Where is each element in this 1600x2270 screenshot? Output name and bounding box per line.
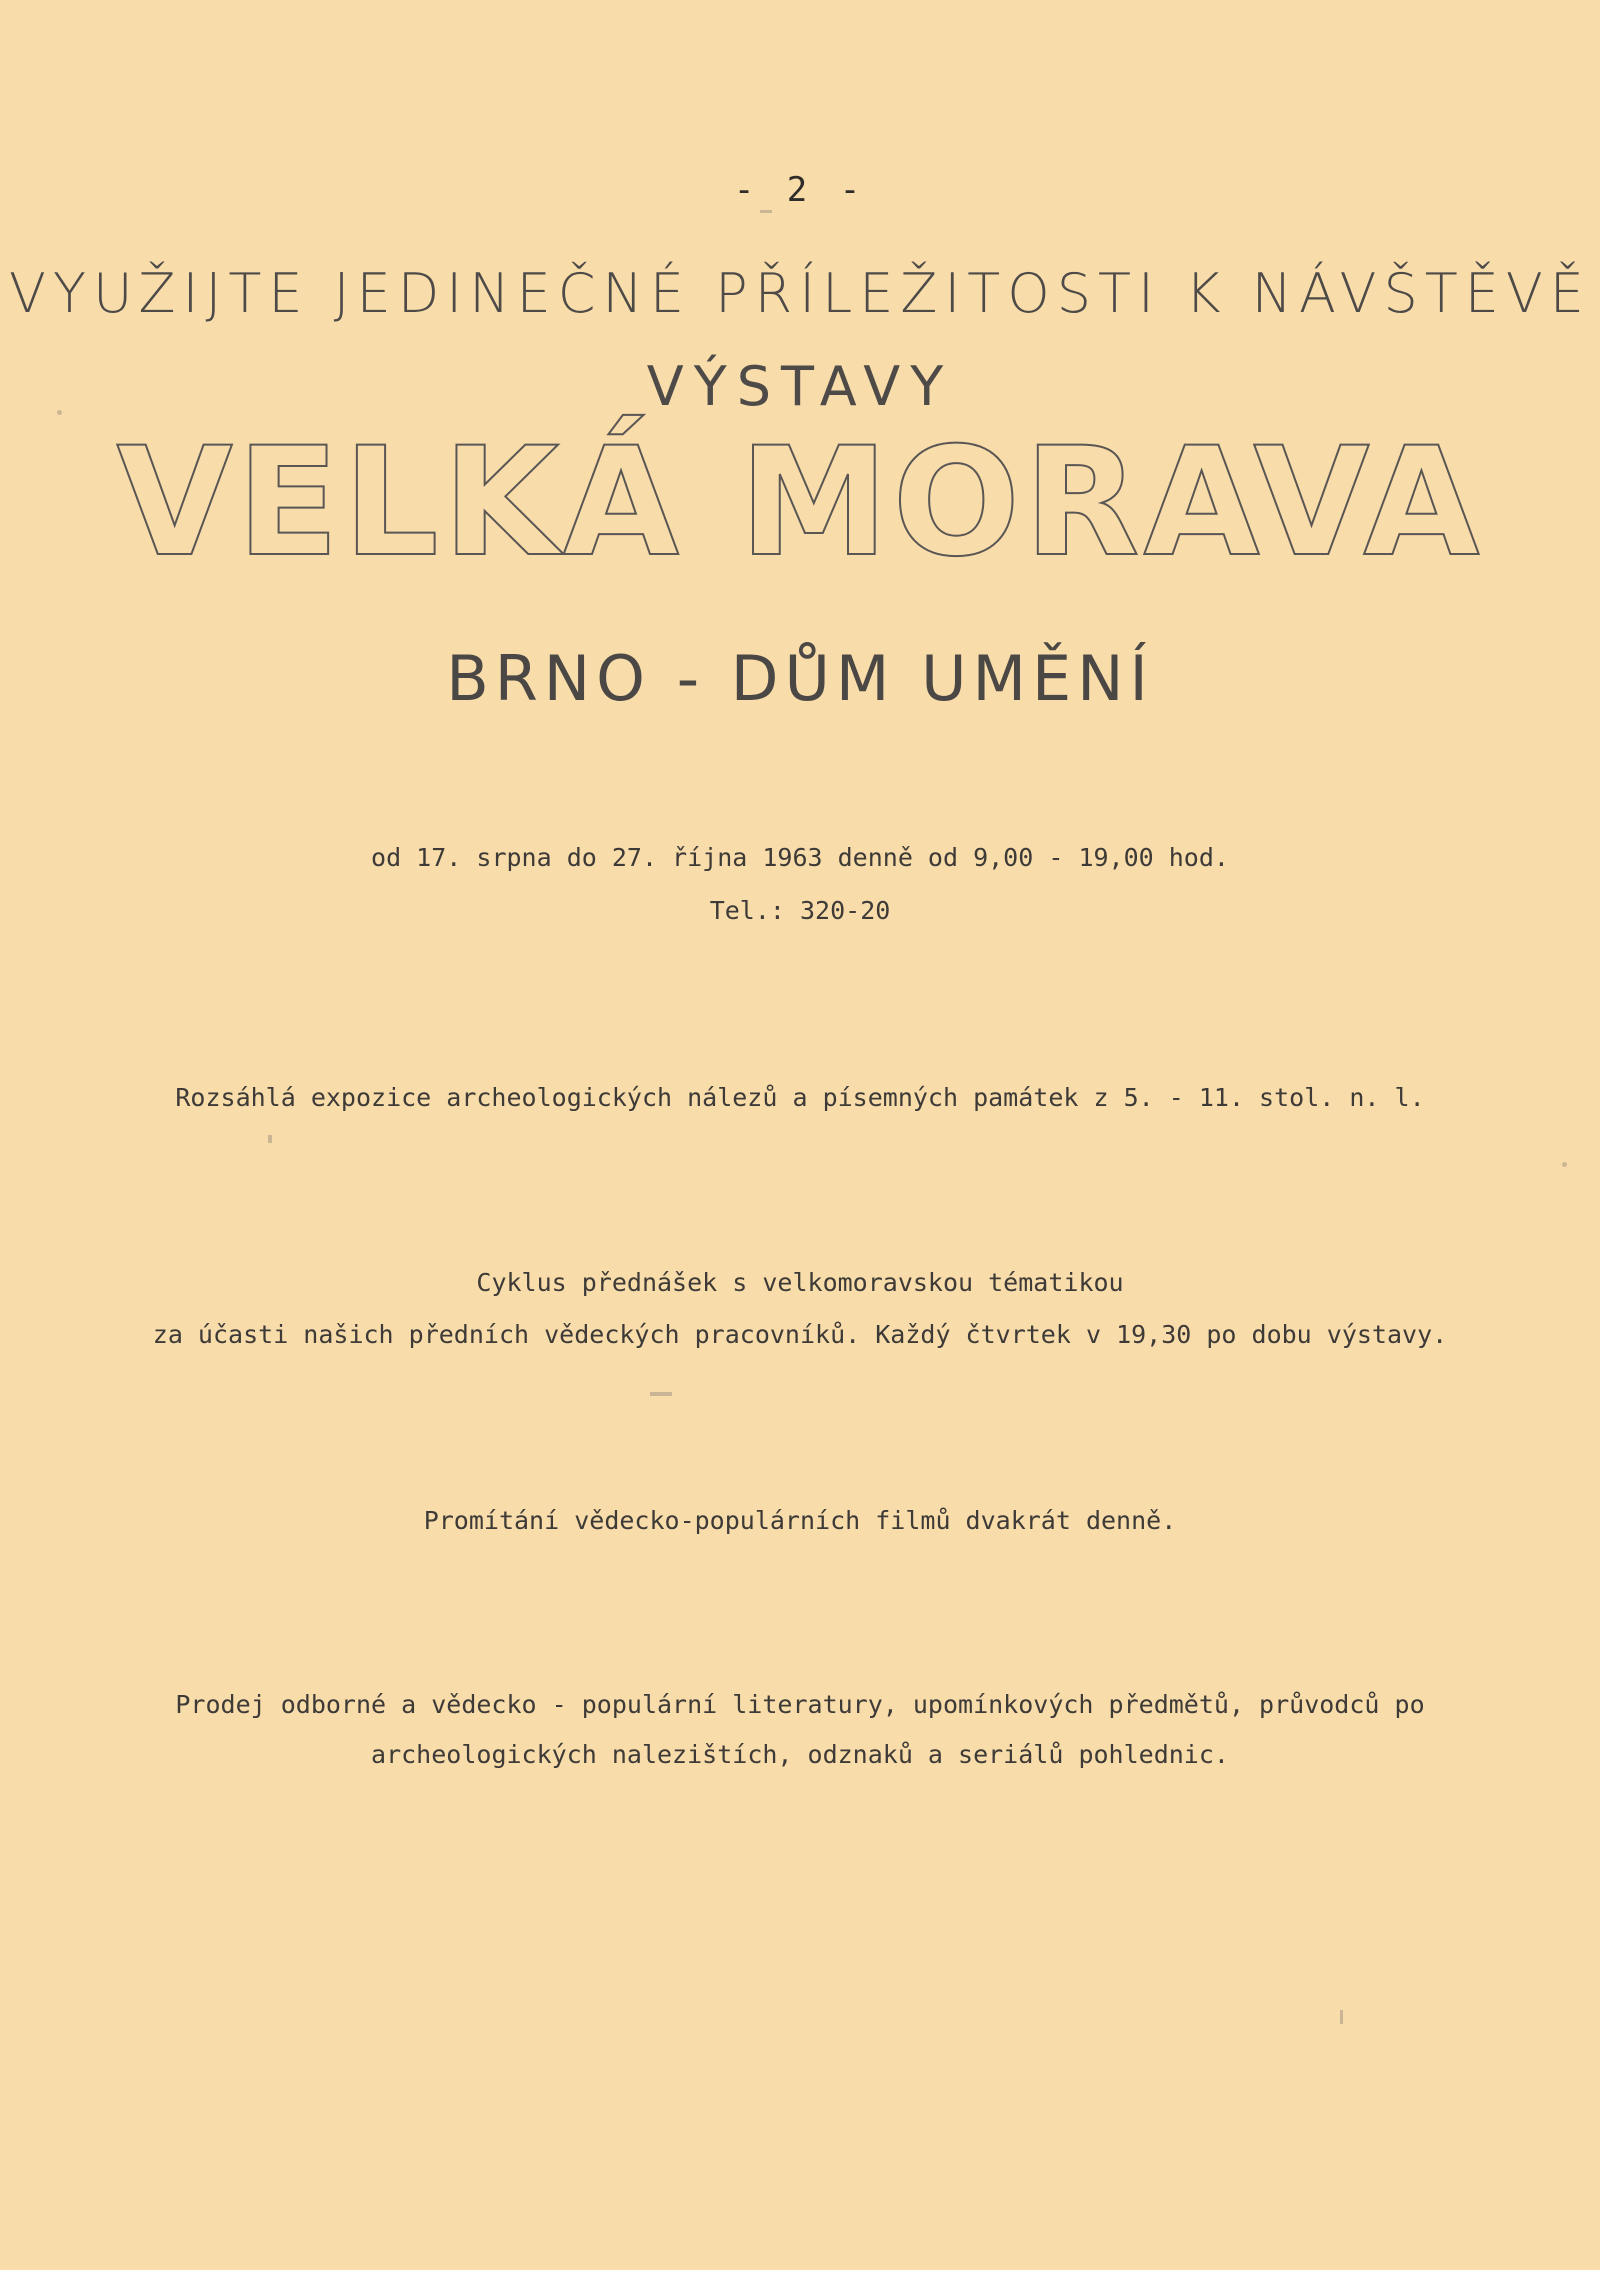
paper-speck bbox=[1340, 2010, 1343, 2024]
lectures-line-1: Cyklus přednášek s velkomoravskou tématikou bbox=[476, 1268, 1124, 1297]
sale-line-1: Prodej odborné a vědecko - populární literatury, upomínkových předmětů, průvodců po bbox=[175, 1690, 1425, 1719]
phone-line: Tel.: 320-20 bbox=[709, 896, 891, 925]
paper-speck bbox=[268, 1135, 272, 1143]
paper-speck bbox=[760, 210, 772, 213]
exhibition-title: VELKÁ MORAVA bbox=[116, 416, 1484, 590]
page-number: - 2 - bbox=[733, 170, 867, 210]
paper-speck bbox=[57, 410, 62, 415]
paper-speck bbox=[650, 1392, 672, 1396]
paper-speck bbox=[1562, 1162, 1567, 1167]
dates-line: od 17. srpna do 27. října 1963 denně od 9,00 - 19,00 hod. bbox=[371, 843, 1229, 872]
films-paragraph: Promítání vědecko-populárních filmů dvakrát denně. bbox=[423, 1506, 1177, 1535]
location-line: BRNO - DŮM UMĚNÍ bbox=[446, 642, 1154, 715]
lectures-line-2: za účasti našich předních vědeckých pracovníků. Každý čtvrtek v 19,30 po dobu výstavy. bbox=[152, 1320, 1448, 1349]
exposition-paragraph: Rozsáhlá expozice archeologických nálezů a písemných památek z 5. - 11. stol. n. l. bbox=[175, 1083, 1425, 1112]
sale-line-2: archeologických nalezištích, odznaků a seriálů pohlednic. bbox=[371, 1740, 1229, 1769]
headline: VYUŽIJTE JEDINEČNÉ PŘÍLEŽITOSTI K NÁVŠTĚVĚ bbox=[9, 262, 1591, 325]
subheadline: VÝSTAVY bbox=[646, 355, 954, 418]
